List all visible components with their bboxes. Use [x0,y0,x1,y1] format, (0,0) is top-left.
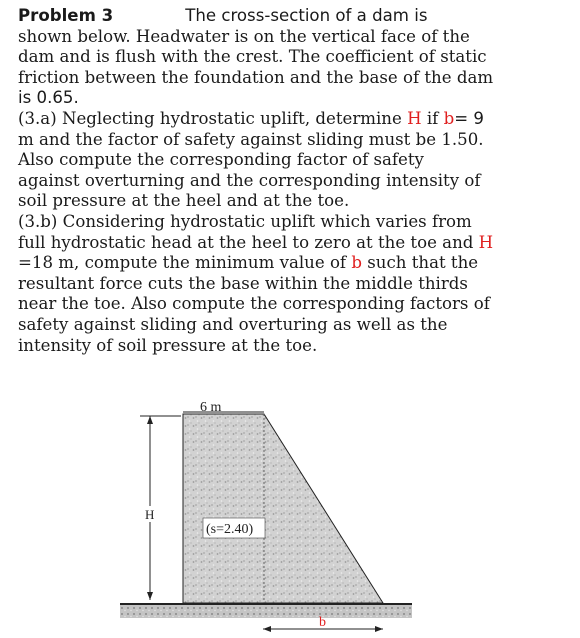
part-b-line-2: full hydrostatic head at the heel to zero at the toe and H [18,232,494,252]
var-b: b [351,253,362,273]
base-arrow-left-icon [263,626,271,632]
part-a-line: Also compute the corresponding factor of safety [18,150,424,170]
part-a-line: against overturning and the corresponding intensity of [18,170,481,190]
dam-body [183,414,383,603]
part-b-line: near the toe. Also compute the corresponding factors of [18,294,490,314]
part-a-line: soil pressure at the heel and at the toe. [18,191,350,211]
intro-line: dam and is flush with the crest. The coefficient of static [18,47,487,67]
part-b-line-1: (3.b) Considering hydrostatic uplift which varies from [18,211,472,231]
part-a-line: m and the factor of safety against sliding must be 1.50. [18,129,484,149]
part-a-line-1: (3.a) Neglecting hydrostatic uplift, determine H if b= 9 [18,108,484,128]
intro-last-line: is 0.65. [18,88,79,108]
part-b-line: resultant force cuts the base within the middle thirds [18,273,468,293]
var-b: b [443,108,455,128]
height-arrow-down-icon [147,592,153,600]
foundation-ground [120,604,412,618]
part-b-line: intensity of soil pressure at the toe. [18,335,318,355]
var-H: H [478,232,494,252]
base-arrow-right-icon [375,626,383,632]
intro-line: shown below. Headwater is on the vertical face of the [18,26,470,46]
part-b-line-3: =18 m, compute the minimum value of b such that the [18,253,479,273]
intro-line: friction between the foundation and the base of the dam [18,67,494,87]
height-arrow-up-icon [147,416,153,424]
intro-first-line: The cross-section of a dam is [185,6,428,25]
var-H: H [407,108,422,128]
height-label: H [145,507,155,522]
base-width-label: b [319,615,326,630]
part-b-line: safety against sliding and overturing as well as the [18,314,448,334]
crest-width-label: 6 m [200,400,222,415]
problem-label: Problem 3 [18,6,114,25]
material-label: (s=2.40) [206,522,254,537]
